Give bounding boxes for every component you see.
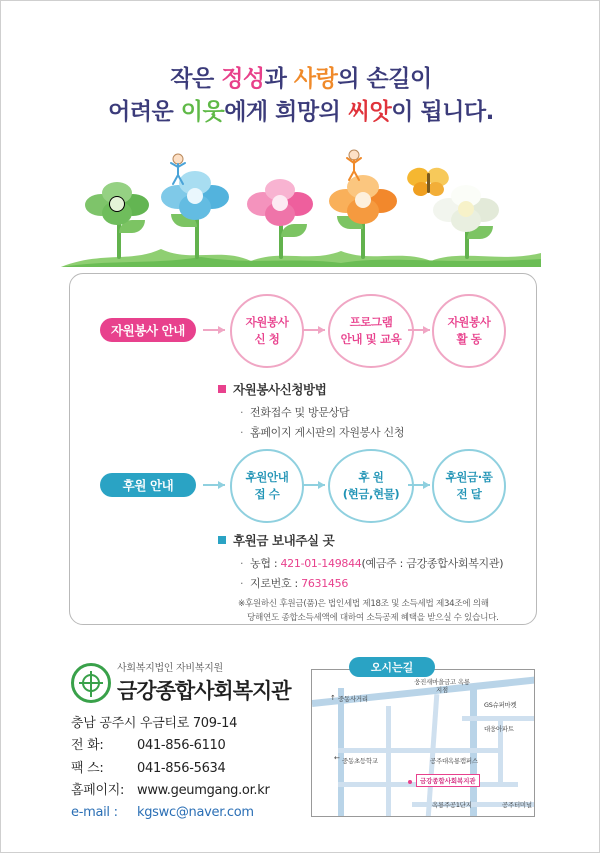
- headline-line-2: 어려운 이웃에게 희망의 씨앗이 됩니다.: [108, 99, 494, 126]
- map-highlight-box: 금강종합사회복지관: [416, 774, 480, 787]
- child-figure-icon: [167, 153, 189, 187]
- volunteer-bullet-1: · 전화접수 및 방문상담: [240, 406, 350, 419]
- bullet-dot-icon: ·: [240, 577, 244, 590]
- sponsor-giro-row: · 지로번호 : 7631456: [240, 577, 349, 590]
- butterfly-icon: [405, 165, 451, 199]
- map-label-daewoong-apt: 대웅아파트: [484, 725, 514, 733]
- flower-pink-icon: [247, 177, 313, 229]
- address-line: 충남 공주시 우금티로 709-14: [71, 716, 238, 731]
- info-panel: [69, 273, 537, 625]
- map-canvas: [311, 669, 535, 817]
- map-label-jungdong-crossing: 중동사거리: [338, 695, 368, 703]
- wheel-logo-icon: [71, 663, 111, 703]
- grass-icon: [61, 237, 541, 267]
- map-label-kongju-univ: 공주대옥룡캠퍼스: [430, 757, 478, 765]
- volunteer-step-2: 프로그램 안내 및 교육: [328, 294, 414, 368]
- corporation-line: 사회복지법인 자비복지원: [117, 663, 223, 674]
- contact-block: [71, 713, 270, 825]
- contact-row-homepage[interactable]: 홈페이지: www.geumgang.or.kr: [71, 783, 270, 799]
- flower-illustration: [61, 149, 541, 267]
- arrow-icon: [303, 484, 325, 486]
- sponsor-step-1: 후원안내 접 수: [230, 449, 304, 523]
- volunteer-bullet-2: · 홈페이지 게시판의 자원봉사 신청: [240, 426, 405, 439]
- sponsor-step-3: 후원금·품 전 달: [432, 449, 506, 523]
- contact-row-fax: 팩 스: 041-856-5634: [71, 760, 226, 776]
- volunteer-step-3: 자원봉사 활 동: [432, 294, 506, 368]
- contact-row-phone: 전 화: 041-856-6110: [71, 738, 226, 754]
- sponsor-note: ※후원하신 후원금(품)은 법인세법 제18조 및 소득세법 제34조에 의해 당해연도 종합소득세액에 대하여 소득공제 혜택을 받으실 수 있습니다.: [238, 599, 499, 623]
- bullet-dot-icon: ·: [240, 406, 244, 419]
- arrow-icon: [203, 484, 225, 486]
- direction-arrow-icon: ↑: [330, 694, 336, 702]
- map-marker-dot: [408, 780, 412, 784]
- direction-arrow-icon: ←: [334, 754, 340, 762]
- arrow-icon: [203, 329, 225, 331]
- bullet-square-icon: [218, 385, 226, 393]
- arrow-icon: [408, 329, 430, 331]
- sponsor-tag: 후원 안내: [100, 473, 196, 497]
- map-title: 오시는길: [349, 657, 435, 677]
- organization-block: [71, 659, 321, 705]
- map-label-gs-supermarket: GS슈퍼마켓: [484, 701, 517, 709]
- child-figure-icon: [343, 149, 365, 183]
- headline-line-1: 작은 정성과 사랑의 손길이: [170, 66, 432, 92]
- bullet-dot-icon: ·: [240, 557, 244, 570]
- flower-green-icon: [85, 179, 149, 229]
- sponsor-subhead: 후원금 보내주실 곳: [218, 531, 334, 549]
- map-label-okryong-jugong: 옥룡주공1단지: [432, 801, 472, 809]
- sponsor-step-2: 후 원 (현금,현물): [328, 449, 414, 523]
- organization-name: 금강종합사회복지관: [117, 679, 291, 703]
- arrow-icon: [408, 484, 430, 486]
- bullet-dot-icon: ·: [240, 426, 244, 439]
- bullet-square-icon: [218, 536, 226, 544]
- map-label-jungdong-elementary: 중동초등학교: [342, 757, 378, 765]
- map-block: [311, 661, 535, 817]
- arrow-icon: [303, 329, 325, 331]
- map-label-ungjin-credit: 웅진새마을금고 옥룡지점: [414, 678, 470, 695]
- sponsor-bank-row: · 농협 : 421-01-149844(예금주 : 금강종합사회복지관): [240, 557, 504, 570]
- volunteer-subhead: 자원봉사신청방법: [218, 380, 326, 398]
- volunteer-tag: 자원봉사 안내: [100, 318, 196, 342]
- headline: [1, 63, 600, 130]
- contact-row-email[interactable]: e-mail : kgswc@naver.com: [71, 805, 254, 821]
- map-label-terminal: 공주터미널: [502, 801, 532, 809]
- volunteer-step-1: 자원봉사 신 청: [230, 294, 304, 368]
